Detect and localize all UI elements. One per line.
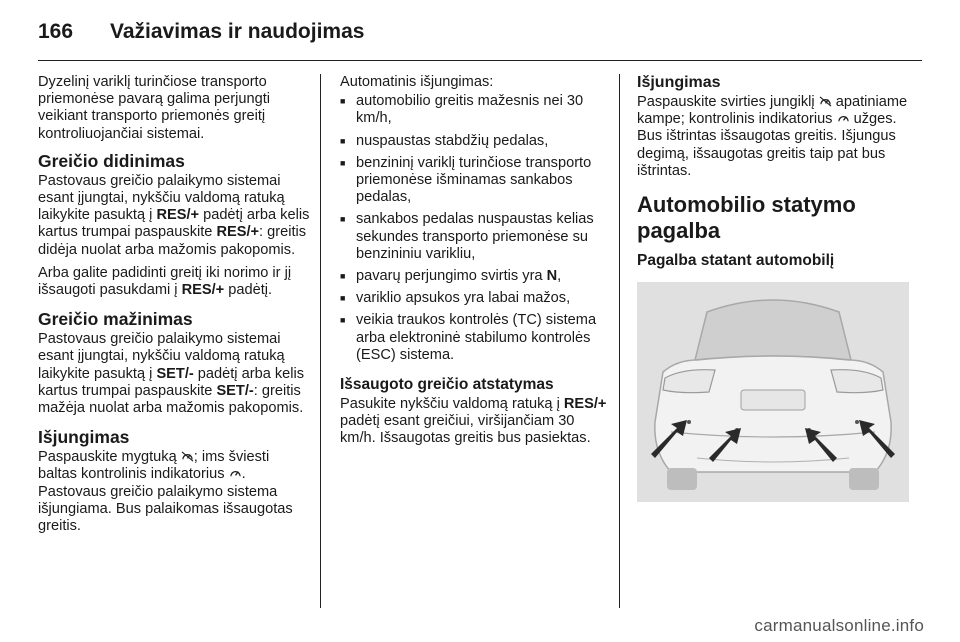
cruise-control-icon [229,468,242,479]
key-label: RES/+ [563,396,607,413]
column-right [637,74,917,507]
decrease-heading: Greičio mažinimas [38,309,193,330]
off-paragraph-right: Paspauskite svirties jungiklį apatiniame kampe; kontrolinis indikatorius užges. Bus ištrintas išsaugotas greitis. Išjungus degimą, išsaugotas greitis taip pat bus ištrintas. [637,94,908,179]
decrease-paragraph: Pastovaus greičio palaikymo sistemai esant įjungtai, nykščiu valdomą ratuką laikykite pasuktą į SET/- padėtį arba kelis kartus trumpai paspauskite SET/-: greitis mažėja nuolat arba mažomis pakopomis. [38,331,305,417]
key-label: RES/+ [181,282,225,299]
column-divider [320,74,321,608]
column-middle [340,74,610,454]
list-item: ■ nuspaustas stabdžių pedalas, [340,133,610,150]
off-heading-right: Išjungimas [637,74,721,91]
section-title: Važiavimas ir naudojimas [110,20,365,43]
list-item: ■ veikia traukos kontrolės (TC) sistema arba elektroninė stabilumo kontrolės (ESC) sistema. [340,312,610,364]
gear-label: N [546,268,558,285]
key-label: RES/+ [156,207,200,224]
auto-off-list [340,93,610,364]
page-header [38,20,364,50]
list-item: ■ automobilio greitis mažesnis nei 30 km/h, [340,93,610,127]
list-item: ■ benzininį variklį turinčiose transporto priemonėse išminamas sankabos pedalas, [340,155,610,207]
intro-paragraph: Dyzelinį variklį turinčiose transporto priemonėse pavarą galima perjungti veikiant transporto priemonės greitį kontroliuojančiai sistemai. [38,74,271,142]
list-item: ■ sankabos pedalas nuspaustas kelias sekundes transporto priemonėse su benzininiu varikliu, [340,211,610,263]
column-divider [619,74,620,608]
increase-heading: Greičio didinimas [38,150,185,171]
auto-off-intro: Automatinis išjungimas: [340,74,494,90]
cruise-control-icon [837,113,850,124]
list-item: ■ pavarų perjungimo svirtis yra N, [340,268,610,285]
column-left [38,74,310,541]
off-paragraph: Paspauskite mygtuką ; ims šviesti baltas kontrolinis indikatorius . Pastovaus greičio palaikymo sistema išjungiama. Bus palaikomas išsaugotas greitis. [38,449,293,535]
restore-heading: Išsaugoto greičio atstatymas [340,376,554,394]
cruise-cancel-icon [181,451,194,462]
cruise-cancel-icon [819,96,832,107]
off-heading: Išjungimas [38,427,130,448]
increase-alt-paragraph: Arba galite padidinti greitį iki norimo ir jį išsaugoti pasukdami į RES/+ padėtį. [38,264,292,299]
restore-paragraph: Pasukite nykščiu valdomą ratuką į RES/+ padėtį esant greičiui, viršijančiam 30 km/h. Išsaugotas greitis bus pasiektas. [340,396,607,447]
car-rear-illustration [637,282,909,502]
key-label: SET/- [156,365,194,382]
key-label: RES/+ [216,224,260,241]
page-number: 166 [38,20,74,43]
header-divider [38,60,922,61]
key-label: SET/- [216,382,254,399]
list-item: ■ variklio apsukos yra labai mažos, [340,290,610,307]
parking-subheading: Pagalba statant automobilį [637,252,835,270]
increase-paragraph: Pastovaus greičio palaikymo sistemai esant įjungtai, nykščiu valdomą ratuką laikykite pasuktą į RES/+ padėtį arba kelis kartus trumpai paspauskite RES/+: greitis didėja nuolat arba mažomis pakopomis. [38,172,310,258]
watermark: carmanualsonline.info [754,616,924,635]
parking-heading: Automobilio statymo pagalba [637,192,856,244]
